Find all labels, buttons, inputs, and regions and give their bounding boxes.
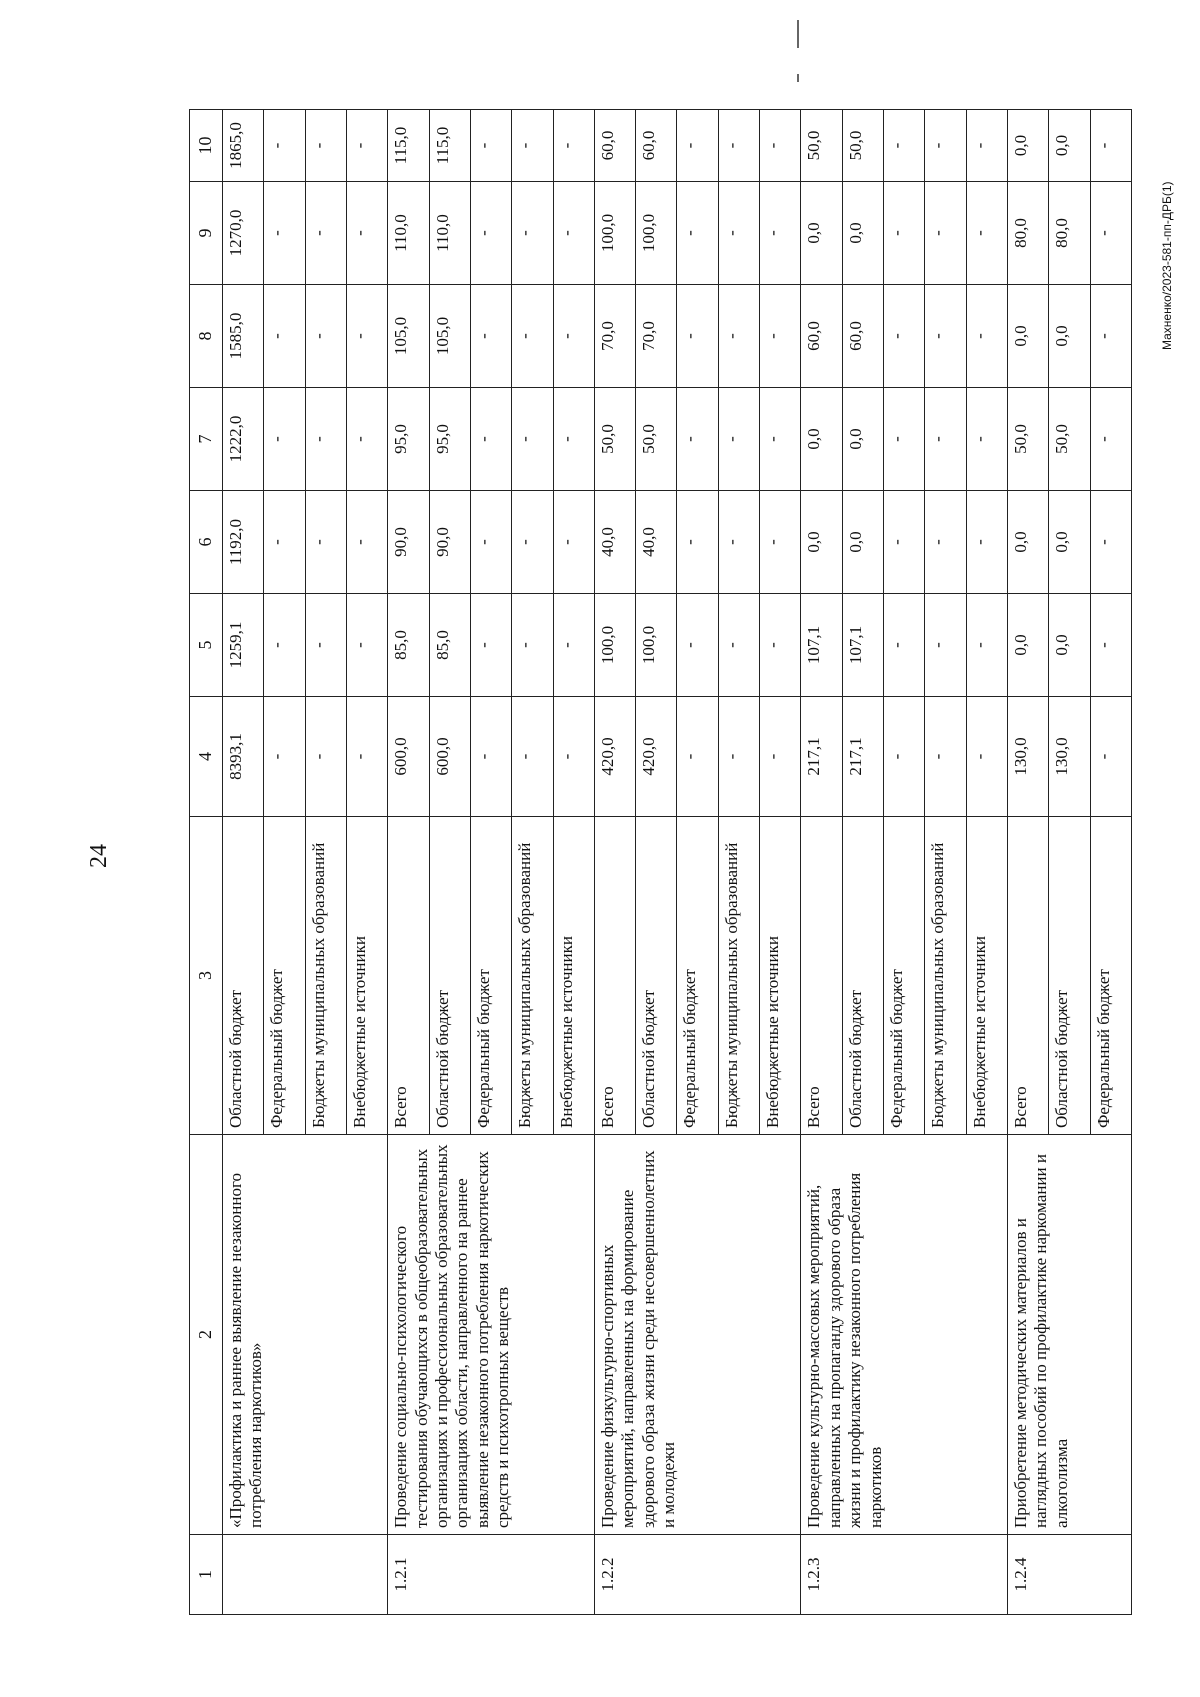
amount-cell: -	[718, 285, 759, 388]
amount-cell: -	[677, 110, 718, 182]
amount-cell: -	[884, 594, 925, 697]
amount-cell: -	[553, 594, 594, 697]
amount-cell: -	[512, 285, 553, 388]
amount-cell: -	[718, 110, 759, 182]
amount-cell: -	[966, 285, 1007, 388]
amount-cell: -	[346, 182, 387, 285]
amount-cell: -	[925, 388, 966, 491]
amount-cell: -	[677, 697, 718, 817]
amount-cell: 60,0	[801, 285, 842, 388]
amount-cell: -	[305, 697, 346, 817]
amount-cell: 130,0	[1049, 697, 1090, 817]
amount-cell: 600,0	[429, 697, 470, 817]
amount-cell: 95,0	[388, 388, 429, 491]
amount-cell: 50,0	[1049, 388, 1090, 491]
amount-cell: -	[512, 491, 553, 594]
amount-cell: -	[512, 594, 553, 697]
amount-cell: 0,0	[842, 491, 883, 594]
amount-cell: -	[677, 491, 718, 594]
header-cell: 10	[190, 110, 223, 182]
header-row	[190, 110, 223, 1615]
amount-cell: -	[470, 388, 511, 491]
funding-source-cell: Бюджеты муниципальных образований	[925, 817, 966, 1135]
amount-cell: 110,0	[429, 182, 470, 285]
amount-cell: -	[966, 388, 1007, 491]
amount-cell: 60,0	[594, 110, 635, 182]
amount-cell: -	[760, 182, 801, 285]
amount-cell: -	[512, 697, 553, 817]
funding-source-cell: Федеральный бюджет	[884, 817, 925, 1135]
funding-source-cell: Областной бюджет	[636, 817, 677, 1135]
funding-source-cell: Областной бюджет	[429, 817, 470, 1135]
funding-source-cell: Внебюджетные источники	[760, 817, 801, 1135]
amount-cell: -	[718, 594, 759, 697]
amount-cell: -	[346, 110, 387, 182]
amount-cell: 90,0	[429, 491, 470, 594]
amount-cell: 90,0	[388, 491, 429, 594]
amount-cell: 40,0	[636, 491, 677, 594]
funding-source-cell: Внебюджетные источники	[346, 817, 387, 1135]
funding-source-cell: Бюджеты муниципальных образований	[305, 817, 346, 1135]
amount-cell: -	[305, 491, 346, 594]
amount-cell: -	[884, 388, 925, 491]
amount-cell: 0,0	[801, 491, 842, 594]
header-cell: 6	[190, 491, 223, 594]
amount-cell: 0,0	[1007, 285, 1048, 388]
funding-source-cell: Федеральный бюджет	[677, 817, 718, 1135]
table-row	[388, 110, 429, 1615]
amount-cell: 50,0	[842, 110, 883, 182]
header-cell: 3	[190, 817, 223, 1135]
header-cell: 8	[190, 285, 223, 388]
amount-cell: 217,1	[801, 697, 842, 817]
amount-cell: -	[305, 182, 346, 285]
amount-cell: -	[512, 182, 553, 285]
amount-cell: 1585,0	[223, 285, 264, 388]
amount-cell: -	[760, 285, 801, 388]
amount-cell: 70,0	[636, 285, 677, 388]
amount-cell: 115,0	[388, 110, 429, 182]
amount-cell: 1259,1	[223, 594, 264, 697]
amount-cell: 8393,1	[223, 697, 264, 817]
amount-cell: -	[1090, 388, 1131, 491]
amount-cell: -	[760, 388, 801, 491]
amount-cell: 107,1	[801, 594, 842, 697]
header-cell: 5	[190, 594, 223, 697]
amount-cell: 100,0	[594, 594, 635, 697]
amount-cell: -	[346, 491, 387, 594]
amount-cell: 0,0	[1007, 594, 1048, 697]
amount-cell: 0,0	[801, 388, 842, 491]
amount-cell: -	[470, 182, 511, 285]
amount-cell: 420,0	[636, 697, 677, 817]
amount-cell: 0,0	[1049, 594, 1090, 697]
amount-cell: -	[512, 110, 553, 182]
amount-cell: 0,0	[1049, 110, 1090, 182]
amount-cell: -	[553, 110, 594, 182]
document-code: Махненко/2023-581-пп-ДРБ(1)	[1160, 181, 1174, 350]
amount-cell: 0,0	[842, 388, 883, 491]
header-cell: 9	[190, 182, 223, 285]
amount-cell: 40,0	[594, 491, 635, 594]
amount-cell: -	[677, 594, 718, 697]
amount-cell: 0,0	[1049, 285, 1090, 388]
amount-cell: -	[1090, 594, 1131, 697]
amount-cell: -	[884, 697, 925, 817]
amount-cell: 85,0	[429, 594, 470, 697]
amount-cell: -	[677, 285, 718, 388]
amount-cell: -	[925, 182, 966, 285]
item-code-cell: 1.2.4	[1007, 1535, 1131, 1615]
amount-cell: -	[718, 182, 759, 285]
item-title-cell: Проведение культурно-массовых мероприятий, направленных на пропаганду здорового образа жизни и профилактику незаконного потребления наркотиков	[801, 1135, 1008, 1535]
amount-cell: -	[470, 285, 511, 388]
amount-cell: 0,0	[801, 182, 842, 285]
item-title-cell: Приобретение методических материалов и наглядных пособий по профилактике наркомании и алкоголизма	[1007, 1135, 1131, 1535]
amount-cell: -	[264, 697, 305, 817]
amount-cell: 0,0	[1007, 110, 1048, 182]
table-body	[223, 110, 1132, 1615]
funding-source-cell: Всего	[1007, 817, 1048, 1135]
amount-cell: -	[346, 388, 387, 491]
amount-cell: -	[718, 697, 759, 817]
amount-cell: 600,0	[388, 697, 429, 817]
amount-cell: -	[264, 110, 305, 182]
funding-source-cell: Федеральный бюджет	[1090, 817, 1131, 1135]
funding-source-cell: Всего	[594, 817, 635, 1135]
amount-cell: -	[966, 491, 1007, 594]
funding-source-cell: Внебюджетные источники	[966, 817, 1007, 1135]
amount-cell: 0,0	[1049, 491, 1090, 594]
amount-cell: -	[264, 388, 305, 491]
amount-cell: -	[512, 388, 553, 491]
header-cell: 7	[190, 388, 223, 491]
funding-source-cell: Бюджеты муниципальных образований	[718, 817, 759, 1135]
header-cell: 4	[190, 697, 223, 817]
amount-cell: -	[884, 491, 925, 594]
amount-cell: -	[1090, 182, 1131, 285]
amount-cell: -	[553, 491, 594, 594]
item-title-cell: Проведение социально-психологического тестирования обучающихся в общеобразовательных организациях и профессиональных образовательных организациях области, направленного на раннее выявление незаконного потребления наркотических средств и психотропных веществ	[388, 1135, 595, 1535]
amount-cell: 50,0	[1007, 388, 1048, 491]
amount-cell: -	[346, 594, 387, 697]
amount-cell: 217,1	[842, 697, 883, 817]
amount-cell: 105,0	[429, 285, 470, 388]
amount-cell: -	[884, 182, 925, 285]
funding-source-cell: Федеральный бюджет	[470, 817, 511, 1135]
funding-source-cell: Областной бюджет	[1049, 817, 1090, 1135]
amount-cell: -	[925, 594, 966, 697]
rotated-page-content	[189, 110, 1132, 1615]
amount-cell: 115,0	[429, 110, 470, 182]
amount-cell: -	[884, 110, 925, 182]
table-row	[1007, 110, 1048, 1615]
amount-cell: 50,0	[801, 110, 842, 182]
amount-cell: -	[470, 110, 511, 182]
amount-cell: -	[925, 110, 966, 182]
amount-cell: 100,0	[594, 182, 635, 285]
amount-cell: -	[305, 594, 346, 697]
amount-cell: 100,0	[636, 594, 677, 697]
amount-cell: 85,0	[388, 594, 429, 697]
amount-cell: 1865,0	[223, 110, 264, 182]
funding-source-cell: Бюджеты муниципальных образований	[512, 817, 553, 1135]
header-cell: 1	[190, 1535, 223, 1615]
amount-cell: 100,0	[636, 182, 677, 285]
funding-source-cell: Областной бюджет	[223, 817, 264, 1135]
amount-cell: -	[305, 285, 346, 388]
amount-cell: -	[470, 491, 511, 594]
table-row	[801, 110, 842, 1615]
amount-cell: 80,0	[1049, 182, 1090, 285]
amount-cell: 420,0	[594, 697, 635, 817]
amount-cell: -	[1090, 285, 1131, 388]
amount-cell: -	[1090, 491, 1131, 594]
amount-cell: -	[553, 285, 594, 388]
amount-cell: -	[470, 697, 511, 817]
amount-cell: 0,0	[842, 182, 883, 285]
amount-cell: -	[346, 285, 387, 388]
item-title-cell: Проведение физкультурно-спортивных мероприятий, направленных на формирование здорового образа жизни среди несовершеннолетних и молодежи	[594, 1135, 801, 1535]
amount-cell: 50,0	[636, 388, 677, 491]
amount-cell: -	[760, 491, 801, 594]
amount-cell: -	[264, 594, 305, 697]
amount-cell: -	[346, 697, 387, 817]
funding-source-cell: Федеральный бюджет	[264, 817, 305, 1135]
amount-cell: 1222,0	[223, 388, 264, 491]
amount-cell: 60,0	[636, 110, 677, 182]
amount-cell: -	[925, 697, 966, 817]
amount-cell: -	[925, 285, 966, 388]
amount-cell: -	[1090, 110, 1131, 182]
amount-cell: -	[1090, 697, 1131, 817]
item-code-cell: 1.2.2	[594, 1535, 801, 1615]
amount-cell: -	[305, 388, 346, 491]
amount-cell: -	[553, 388, 594, 491]
header-cell: 2	[190, 1135, 223, 1535]
amount-cell: -	[760, 697, 801, 817]
item-code-cell	[223, 1535, 388, 1615]
amount-cell: -	[966, 110, 1007, 182]
funding-source-cell: Всего	[801, 817, 842, 1135]
amount-cell: 0,0	[1007, 491, 1048, 594]
amount-cell: -	[264, 285, 305, 388]
item-code-cell: 1.2.3	[801, 1535, 1008, 1615]
amount-cell: -	[677, 388, 718, 491]
amount-cell: -	[760, 110, 801, 182]
page-number: 24	[86, 844, 112, 868]
amount-cell: -	[553, 182, 594, 285]
amount-cell: 50,0	[594, 388, 635, 491]
amount-cell: 70,0	[594, 285, 635, 388]
amount-cell: -	[470, 594, 511, 697]
amount-cell: -	[553, 697, 594, 817]
amount-cell: -	[264, 491, 305, 594]
amount-cell: -	[966, 182, 1007, 285]
amount-cell: 1192,0	[223, 491, 264, 594]
budget-table	[189, 109, 1132, 1615]
amount-cell: 107,1	[842, 594, 883, 697]
scan-mark	[797, 20, 799, 48]
amount-cell: -	[760, 594, 801, 697]
amount-cell: -	[884, 285, 925, 388]
amount-cell: -	[264, 182, 305, 285]
funding-source-cell: Областной бюджет	[842, 817, 883, 1135]
amount-cell: -	[718, 388, 759, 491]
amount-cell: 105,0	[388, 285, 429, 388]
amount-cell: 95,0	[429, 388, 470, 491]
amount-cell: 80,0	[1007, 182, 1048, 285]
amount-cell: -	[718, 491, 759, 594]
amount-cell: 60,0	[842, 285, 883, 388]
item-code-cell: 1.2.1	[388, 1535, 595, 1615]
item-title-cell: «Профилактика и раннее выявление незаконного потребления наркотиков»	[223, 1135, 388, 1535]
amount-cell: -	[677, 182, 718, 285]
funding-source-cell: Всего	[388, 817, 429, 1135]
scan-mark	[797, 74, 799, 82]
amount-cell: -	[305, 110, 346, 182]
amount-cell: -	[966, 697, 1007, 817]
amount-cell: 130,0	[1007, 697, 1048, 817]
table-row	[594, 110, 635, 1615]
amount-cell: -	[925, 491, 966, 594]
amount-cell: -	[966, 594, 1007, 697]
amount-cell: 110,0	[388, 182, 429, 285]
amount-cell: 1270,0	[223, 182, 264, 285]
funding-source-cell: Внебюджетные источники	[553, 817, 594, 1135]
table-row	[223, 110, 264, 1615]
